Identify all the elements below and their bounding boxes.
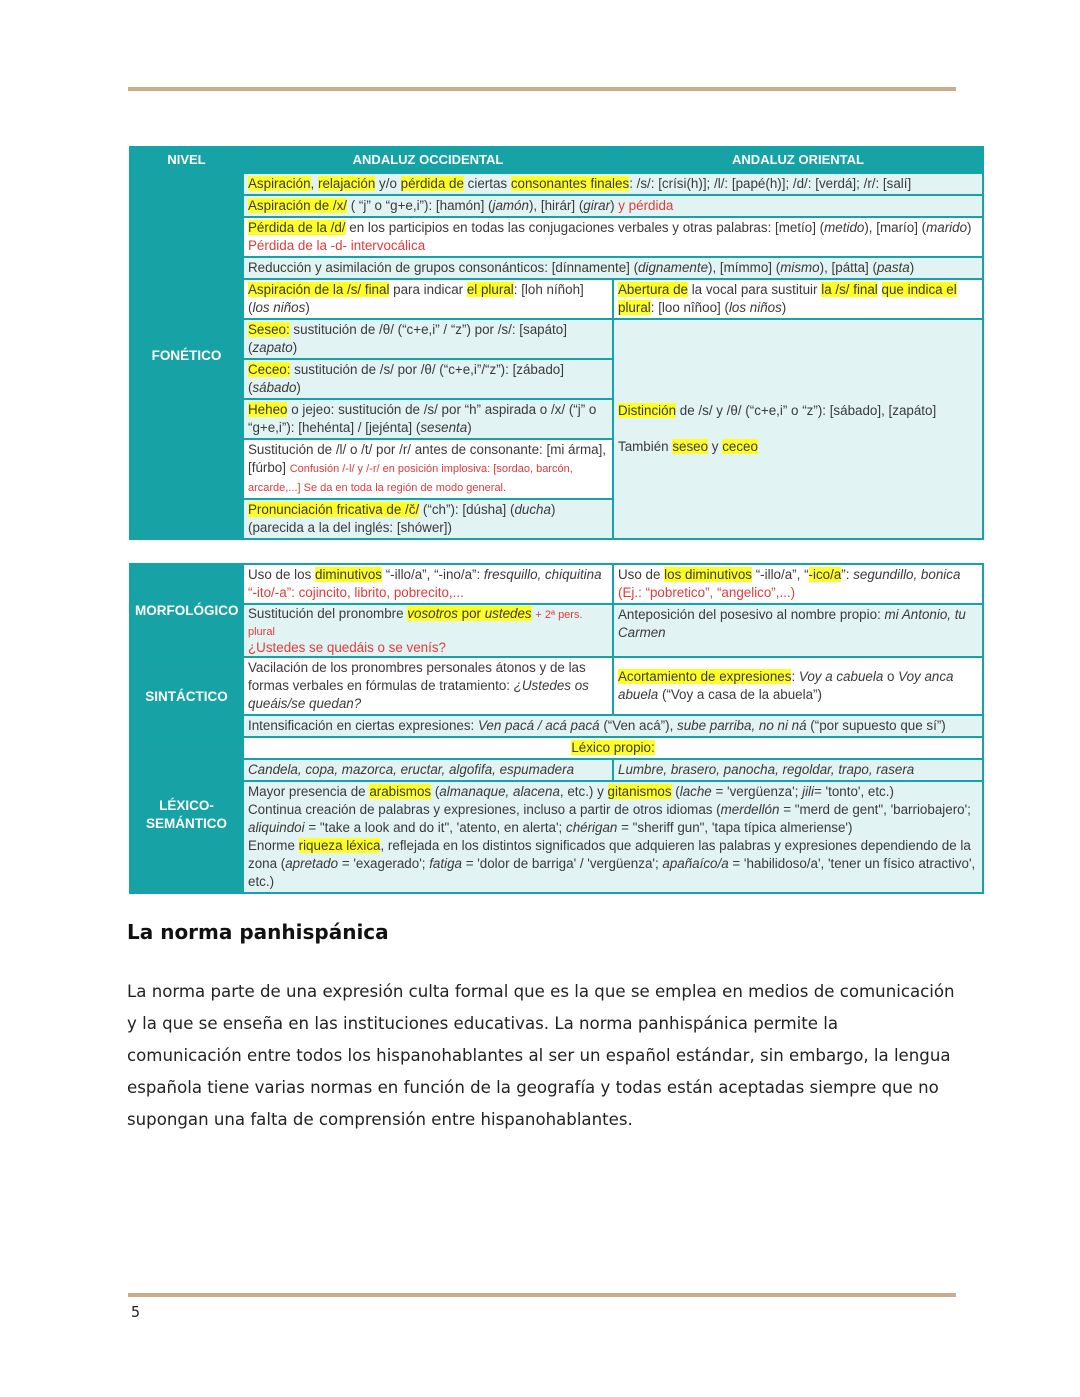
table-cell: Candela, copa, mazorca, eructar, algofifa, espumadera bbox=[243, 759, 613, 781]
table-cell: Aspiración de la /s/ final para indicar el plural: [loh níñoh] (los niños) bbox=[243, 279, 613, 319]
phonetic-table bbox=[129, 146, 984, 540]
page-number: 5 bbox=[131, 1303, 141, 1321]
morpho-lexical-table bbox=[129, 563, 984, 894]
table-cell: Acortamiento de expresiones: Voy a cabuela o Voy anca abuela (“Voy a casa de la abuela”) bbox=[613, 657, 983, 715]
table-row bbox=[130, 195, 983, 217]
table-cell: Uso de los diminutivos “-illo/a”, “-ino/a”: fresquillo, chiquitina “-ito/-a”: cojincito, librito, pobrecito,... bbox=[243, 564, 613, 604]
table-row bbox=[130, 257, 983, 279]
table-cell: Reducción y asimilación de grupos consonánticos: [dínnamente] (dignamente), [mímmo] (mismo), [pátta] (pasta) bbox=[243, 257, 983, 279]
table-cell: Aspiración de /x/ ( “j” o “g+e,i”): [hamón] (jamón), [hirár] (girar) y pérdida bbox=[243, 195, 983, 217]
section-title: La norma panhispánica bbox=[127, 920, 389, 944]
table-cell: Distinción de /s/ y /θ/ (“c+e,i” o “z”): [sábado], [zapáto] También seseo y ceceo bbox=[613, 319, 983, 539]
table-row bbox=[130, 319, 983, 359]
table-row bbox=[130, 657, 983, 715]
level-lexico-semantico: LÉXICO-SEMÁNTICO bbox=[130, 737, 243, 893]
table-cell: Uso de los diminutivos “-illo/a”, “-ico/a”: segundillo, bonica (Ej.: “pobretico”, “angelico”,...) bbox=[613, 564, 983, 604]
level-sintactico: SINTÁCTICO bbox=[130, 657, 243, 737]
table-cell: Lumbre, brasero, panocha, regoldar, trapo, rasera bbox=[613, 759, 983, 781]
table-cell: Ceceo: sustitución de /s/ por /θ/ (“c+e,i”/“z”): [zábado] (sábado) bbox=[243, 359, 613, 399]
table-cell: Pérdida de la /d/ en los participios en todas las conjugaciones verbales y otras palabras: [metío] (metido), [marío] (marido) Pérdida de la -d- intervocálica bbox=[243, 217, 983, 257]
table-row bbox=[130, 715, 983, 737]
table-cell: Vacilación de los pronombres personales átonos y de las formas verbales en fórmulas de tratamiento: ¿Ustedes os queáis/se quedan? bbox=[243, 657, 613, 715]
table-header-row bbox=[130, 147, 983, 173]
table-row bbox=[130, 173, 983, 195]
table-cell: Anteposición del posesivo al nombre propio: mi Antonio, tu Carmen bbox=[613, 604, 983, 657]
table-row bbox=[130, 759, 983, 781]
table-row bbox=[130, 781, 983, 893]
level-morfologico: MORFOLÓGICO bbox=[130, 564, 243, 657]
bottom-rule bbox=[128, 1293, 956, 1297]
table-cell: Pronunciación fricativa de /č/ (“ch”): [dúsha] (ducha) (parecida a la del inglés: [shówer]) bbox=[243, 499, 613, 539]
table-cell: Aspiración, relajación y/o pérdida de ciertas consonantes finales: /s/: [crísi(h)]; /l/: [papé(h)]; /d/: [verdá]; /r/: [salí] bbox=[243, 173, 983, 195]
table-cell: Sustitución de /l/ o /t/ por /r/ antes de consonante: [mi árma], [fúrbo] Confusión /-l/ y /-r/ en posición implosiva: [sordao, barcón, arcarde,...] Se da en toda la región de modo general. bbox=[243, 439, 613, 499]
header-oriental: ANDALUZ ORIENTAL bbox=[613, 147, 983, 173]
table-cell: Seseo: sustitución de /θ/ (“c+e,i” / “z”) por /s/: [sapáto] (zapato) bbox=[243, 319, 613, 359]
table-cell: Mayor presencia de arabismos (almanaque, alacena, etc.) y gitanismos (lache = 'vergüenza'; jili= 'tonto', etc.) Continua creación de palabras y expresiones, incluso a partir de otros idiomas (merdellón = "merd de gent", 'barriobajero'; aliquindoi = "take a look and do it", 'atento, en alerta'; chérigan = "sheriff gun", 'tapa típica almeriense') Enorme riqueza léxica, reflejada en los distintos significados que adquieren las palabras y expresiones dependiendo de la zona (apretado = 'exagerado'; fatiga = 'dolor de barriga' / 'vergüenza'; apañaíco/a = 'habilidoso/a', 'tener un físico atractivo', etc.) bbox=[243, 781, 983, 893]
table-row bbox=[130, 604, 983, 657]
table-row bbox=[130, 217, 983, 257]
table-row bbox=[130, 737, 983, 759]
table-cell: Sustitución del pronombre vosotros por ustedes + 2ª pers. plural ¿Ustedes se quedáis o se venís? bbox=[243, 604, 613, 657]
header-nivel: NIVEL bbox=[130, 147, 243, 173]
table-cell: Abertura de la vocal para sustituir la /s/ final que indica el plural: [loo nîñoo] (los niños) bbox=[613, 279, 983, 319]
header-occidental: ANDALUZ OCCIDENTAL bbox=[243, 147, 613, 173]
table-row bbox=[130, 564, 983, 604]
level-fonetico: FONÉTICO bbox=[130, 173, 243, 539]
table-cell: Heheo o jejeo: sustitución de /s/ por “h” aspirada o /x/ (“j” o “g+e,i”): [hehénta] / [jejénta] (sesenta) bbox=[243, 399, 613, 439]
table-row bbox=[130, 279, 983, 319]
top-rule bbox=[128, 87, 956, 91]
section-paragraph: La norma parte de una expresión culta formal que es la que se emplea en medios de comunicación y la que se enseña en las instituciones educativas. La norma panhispánica permite la comunicación entre todos los hispanohablantes al ser un español estándar, sin embargo, la lengua española tiene varias normas en función de la geografía y todas están aceptadas siempre que no supongan una falta de comprensión entre hispanohablantes. bbox=[127, 982, 955, 1129]
table-cell: Léxico propio: bbox=[243, 737, 983, 759]
table-cell: Intensificación en ciertas expresiones: Ven pacá / acá pacá (“Ven acá”), sube parriba, no ni ná (“por supuesto que sí”) bbox=[243, 715, 983, 737]
